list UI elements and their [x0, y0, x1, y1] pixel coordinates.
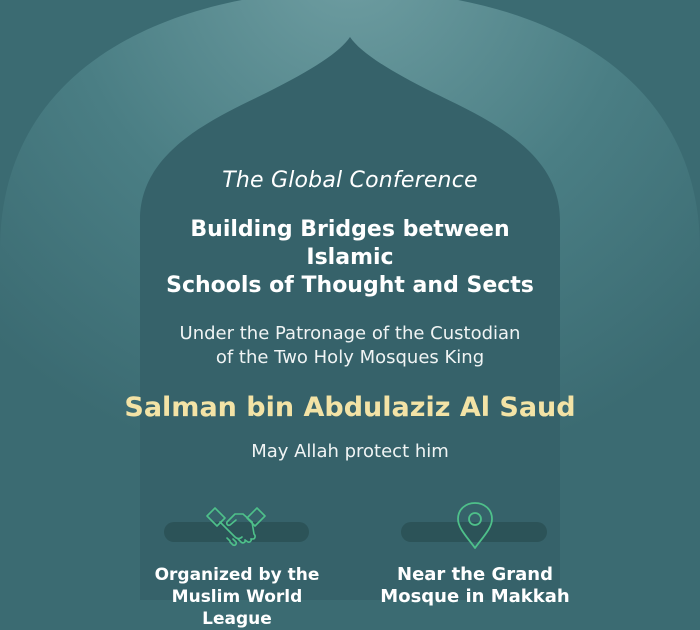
patronage-line1: Under the Patronage of the Custodian — [179, 323, 521, 344]
patronage-text — [150, 322, 550, 370]
patronage-line2: of the Two Holy Mosques King — [215, 347, 485, 368]
blessing-text: May Allah protect him — [251, 441, 449, 462]
organizer-line2: Muslim World League — [171, 587, 303, 629]
location-line2: Mosque in Makkah — [380, 586, 570, 607]
location-line1: Near the Grand — [397, 564, 553, 585]
conference-title-line2: Schools of Thought and Sects — [166, 273, 534, 298]
conference-title — [150, 216, 550, 300]
location-pin-icon — [455, 501, 495, 551]
conference-title-line1: Building Bridges between Islamic — [190, 217, 510, 270]
location-label — [375, 564, 575, 608]
organizer-line1: Organized by the — [154, 565, 320, 585]
conference-subtitle: The Global Conference — [222, 168, 478, 193]
organizer-label — [137, 564, 337, 630]
king-name: Salman bin Abdulaziz Al Saud — [124, 392, 576, 423]
handshake-icon — [205, 506, 267, 550]
